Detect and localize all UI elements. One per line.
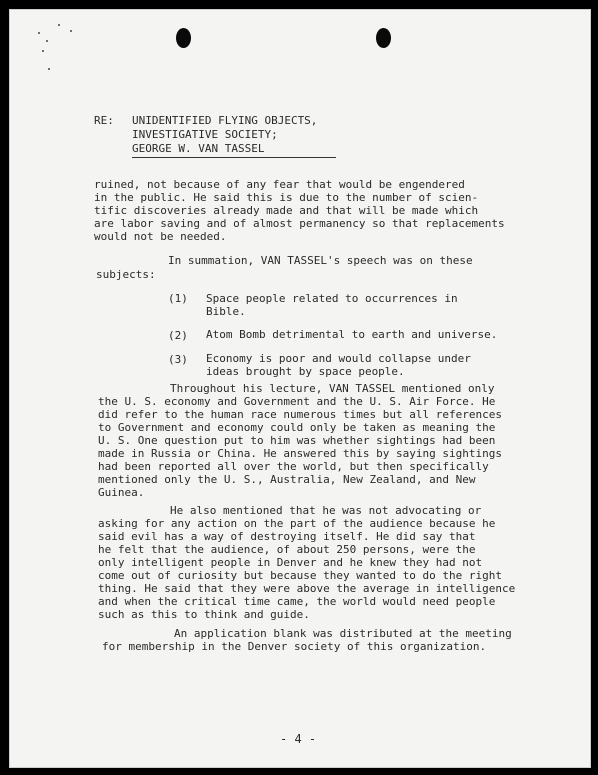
text-line: in the public. He said this is due to the number of scien- — [94, 191, 479, 204]
text-line: made in Russia or China. He answered this by saying sightings — [98, 447, 502, 460]
text-line: mentioned only the U. S., Australia, New Zealand, and New — [98, 473, 476, 486]
text-line: thing. He said that they were above the average in intelligence — [98, 582, 516, 595]
paper-speck — [38, 32, 40, 34]
text-line: asking for any action on the part of the audience because he — [98, 517, 496, 530]
paper-speck — [42, 50, 44, 52]
list-number: (3) — [168, 353, 188, 366]
paragraph-2 — [96, 254, 473, 282]
subject-underline — [132, 157, 336, 158]
text-line: come out of curiosity but because they wanted to do the right — [98, 569, 502, 582]
list-item-1 — [206, 292, 458, 318]
text-line: subjects: — [96, 268, 156, 281]
text-line: are labor saving and of almost permanency so that replacements — [94, 217, 505, 230]
text-line: ruined, not because of any fear that would be engendered — [94, 178, 465, 191]
paragraph-3 — [98, 382, 502, 499]
text-line: U. S. One question put to him was whether sightings had been — [98, 434, 496, 447]
text-line: he felt that the audience, of about 250 persons, were the — [98, 543, 476, 556]
text-line: the U. S. economy and Government and the U. S. Air Force. He — [98, 395, 496, 408]
subject-line: GEORGE W. VAN TASSEL — [132, 142, 265, 155]
paragraph-4 — [98, 504, 515, 621]
subject-block — [132, 114, 317, 156]
text-line: such as this to think and guide. — [98, 608, 310, 621]
text-line: ideas brought by space people. — [206, 365, 405, 378]
text-line: tific discoveries already made and that will be made which — [94, 204, 479, 217]
text-line: said evil has a way of destroying itself. He did say that — [98, 530, 476, 543]
text-line: to Government and economy could only be taken as meaning the — [98, 421, 496, 434]
list-item-2 — [206, 328, 497, 341]
punch-hole-left — [176, 28, 191, 48]
text-line: had been reported all over the world, but then specifically — [98, 460, 489, 473]
list-item-3 — [206, 352, 471, 378]
text-line: would not be needed. — [94, 230, 227, 243]
page-number: - 4 - — [280, 732, 317, 746]
paragraph-5 — [102, 627, 512, 653]
punch-hole-right — [376, 28, 391, 48]
paragraph-1 — [94, 178, 505, 243]
list-number: (2) — [168, 329, 188, 342]
text-line: Space people related to occurrences in — [206, 292, 458, 305]
text-line: and when the critical time came, the world would need people — [98, 595, 496, 608]
paper-speck — [70, 30, 72, 32]
paper-speck — [46, 40, 48, 42]
subject-line: INVESTIGATIVE SOCIETY; — [132, 128, 278, 141]
text-line: He also mentioned that he was not advocating or — [170, 504, 482, 517]
text-line: Bible. — [206, 305, 246, 318]
document-page — [9, 9, 591, 768]
text-line: Throughout his lecture, VAN TASSEL mentioned only — [170, 382, 495, 395]
re-label: RE: — [94, 114, 114, 127]
text-line: did refer to the human race numerous times but all references — [98, 408, 502, 421]
list-number: (1) — [168, 292, 188, 305]
text-line: In summation, VAN TASSEL's speech was on these — [168, 254, 473, 267]
text-line: only intelligent people in Denver and he knew they had not — [98, 556, 483, 569]
text-line: Atom Bomb detrimental to earth and universe. — [206, 328, 498, 341]
text-line: Economy is poor and would collapse under — [206, 352, 471, 365]
text-line: Guinea. — [98, 486, 145, 499]
text-line: An application blank was distributed at the meeting — [174, 627, 512, 640]
paper-speck — [58, 24, 60, 26]
subject-line: UNIDENTIFIED FLYING OBJECTS, — [132, 114, 318, 127]
text-line: for membership in the Denver society of this organization. — [102, 640, 487, 653]
paper-speck — [48, 68, 50, 70]
